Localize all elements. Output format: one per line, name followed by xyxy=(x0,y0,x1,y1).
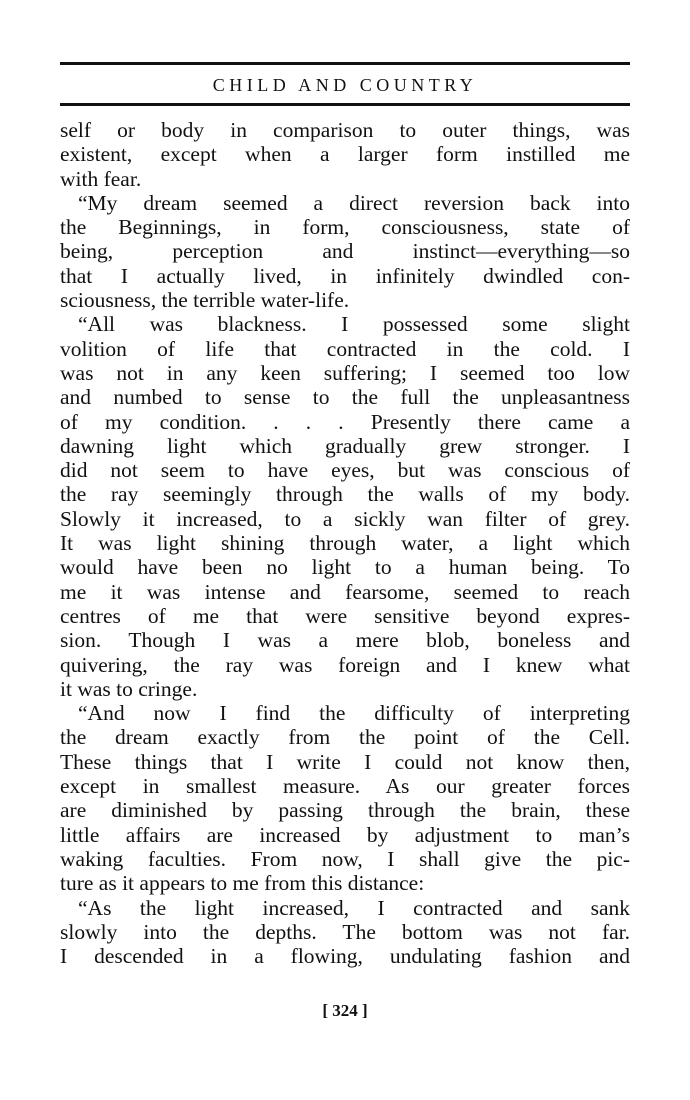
text-line: “As the light increased, I contracted and sank xyxy=(78,895,630,920)
text-line: ture as it appears to me from this distance: xyxy=(60,871,425,896)
text-line: waking faculties. From now, I shall give the pic- xyxy=(60,846,630,871)
header-rule-top xyxy=(60,62,630,65)
text-line: slowly into the depths. The bottom was not far. xyxy=(60,919,630,944)
text-line: the dream exactly from the point of the Cell. xyxy=(60,725,630,750)
text-line: sciousness, the terrible water-life. xyxy=(60,288,350,313)
text-line: It was light shining through water, a light which xyxy=(60,531,630,556)
text-line: These things that I write I could not know then, xyxy=(60,749,630,774)
text-line: was not in any keen suffering; I seemed too low xyxy=(60,360,630,385)
text-line: quivering, the ray was foreign and I knew what xyxy=(60,652,630,677)
text-line: except in smallest measure. As our greater forces xyxy=(60,774,630,799)
header-rule-bottom xyxy=(60,103,630,106)
text-line: I descended in a flowing, undulating fashion and xyxy=(60,944,630,969)
running-head: CHILD AND COUNTRY xyxy=(212,75,478,95)
text-line: “All was blackness. I possessed some slight xyxy=(78,312,630,337)
text-line: little affairs are increased by adjustment to man’s xyxy=(60,822,630,847)
text-line: it was to cringe. xyxy=(60,676,198,701)
text-line: “And now I find the difficulty of interpreting xyxy=(78,701,630,726)
text-line: “My dream seemed a direct reversion back into xyxy=(78,190,630,215)
text-line: existent, except when a larger form instilled me xyxy=(60,142,630,167)
text-line: centres of me that were sensitive beyond expres- xyxy=(60,603,630,628)
text-line: did not seem to have eyes, but was conscious of xyxy=(60,458,630,483)
text-line: being, perception and instinct—everything—so xyxy=(60,239,630,264)
text-line: self or body in comparison to outer things, was xyxy=(60,118,630,142)
text-line: the ray seemingly through the walls of my body. xyxy=(60,482,630,507)
text-line: of my condition. . . . Presently there came a xyxy=(60,409,630,434)
text-line: and numbed to sense to the full the unpleasantness xyxy=(60,385,630,410)
text-line: would have been no light to a human being. To xyxy=(60,555,630,580)
text-line: dawning light which gradually grew stronger. I xyxy=(60,433,630,458)
text-line: the Beginnings, in form, consciousness, state of xyxy=(60,215,630,240)
text-line: me it was intense and fearsome, seemed to reach xyxy=(60,579,630,604)
text-line: sion. Though I was a mere blob, boneless and xyxy=(60,628,630,653)
text-line: that I actually lived, in infinitely dwindled con- xyxy=(60,263,630,288)
text-line: are diminished by passing through the brain, these xyxy=(60,798,630,823)
body-text xyxy=(60,118,630,968)
text-line: with fear. xyxy=(60,166,142,191)
text-line: Slowly it increased, to a sickly wan filter of grey. xyxy=(60,506,630,531)
text-line: volition of life that contracted in the cold. I xyxy=(60,336,630,361)
page-number: [ 324 ] xyxy=(322,1001,368,1020)
